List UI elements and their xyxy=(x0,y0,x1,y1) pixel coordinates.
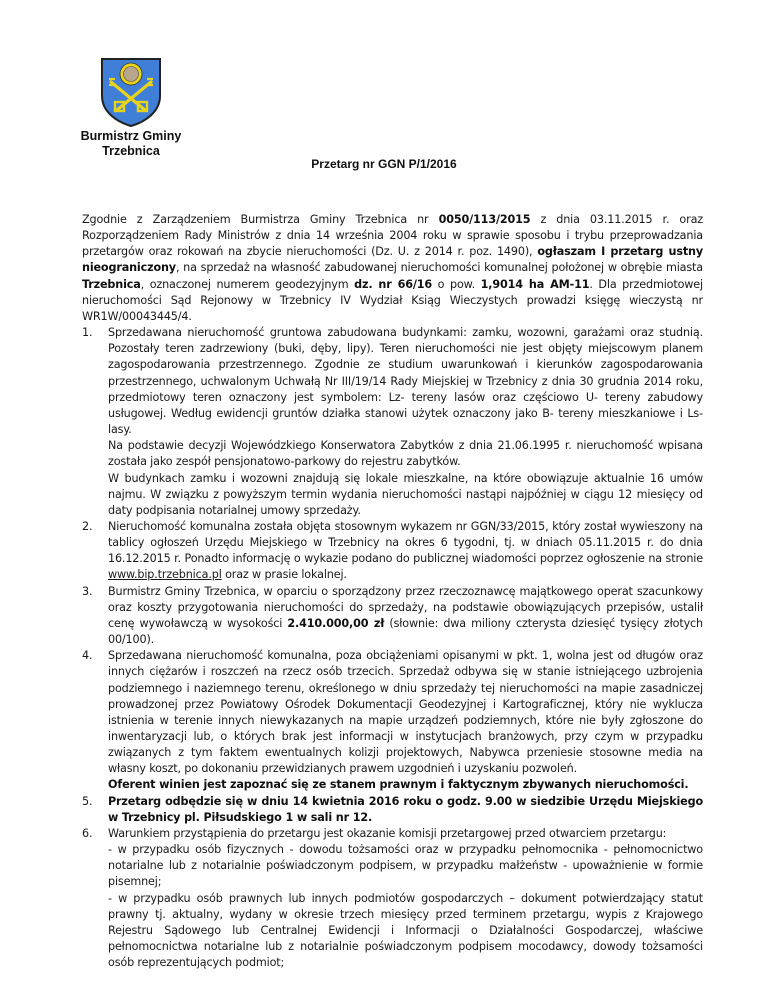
intro-paragraph: Zgodnie z Zarządzeniem Burmistrza Gminy Trzebnica nr 0050/113/2015 z dnia 03.11.2015 r. oraz Rozporządzeniem Rady Ministrów z dnia 14 września 2004 roku w sprawie sposobu i trybu przeprowadzania przetargów oraz rokowań na zbycie nieruchomości (Dz. U. z 2014 r. poz. 1490), ogłaszam I przetarg ustny nieograniczony, na sprzedaż na własność zabudowanej nieruchomości komunalnej położonej w obrębie miasta Trzebnica, oznaczonej numerem geodezyjnym dz. nr 66/16 o pow. 1,9014 ha AM-11. Dla przedmiotowej nieruchomości Sąd Rejonowy w Trzebnicy IV Wydział Ksiąg Wieczystych prowadzi księgę wieczystą nr WR1W/00043445/4. xyxy=(82,213,704,323)
issuer-heading xyxy=(60,129,202,159)
document-title: Przetarg nr GGN P/1/2016 xyxy=(311,157,457,171)
coat-of-arms-logo xyxy=(99,56,163,128)
list-item: 3. Burmistrz Gminy Trzebnica, w oparciu o sporządzony przez rzeczoznawcę majątkowego operat szacunkowy oraz koszty przygotowania nieruchomości do sprzedaży, na podstawie obowiązujących przepisów, ustalił cenę wywoławczą w wysokości 2.410.000,00 zł (słownie: dwa miliony czterysta dziesięć tysięcy złotych 00/100). xyxy=(82,584,703,647)
issuer-line-2: Trzebnica xyxy=(102,144,160,158)
list-item: 1. Sprzedawana nieruchomość gruntowa zabudowana budynkami: zamku, wozowni, garażami oraz studnią. Pozostały teren zadrzewiony (buki, dęby, lipy). Teren nieruchomości nie jest objęty miejscowym planem zagospodarowania przestrzennego. Zgodnie ze studium uwarunkowań i kierunków zagospodarowania przestrzennego, uchwalonym Uchwałą Nr III/19/14 Rady Miejskiej w Trzebnicy z dnia 30 grudnia 2014 roku, przedmiotowy teren oznaczony jest symbolem: Lz- tereny lasów oraz częściowo U- tereny zabudowy usługowej. Według ewidencji gruntów działka stanowi użytek oznaczony jako B- tereny mieszkaniowe i Ls- lasy. Na podstawie decyzji Wojewódzkiego Konserwatora Zabytków z dnia 21.06.1995 r. nieruchomość wpisana została jako zespół pensjonatowo-parkowy do rejestru zabytków. W budynkach zamku i wozowni znajdują się lokale mieszkalne, na które obowiązuje aktualnie 16 umów najmu. W związku z powyższym termin wydania nieruchomości nastąpi najpóźniej w ciągu 12 miesięcy od daty podpisania notarialnej umowy sprzedaży. xyxy=(82,326,703,517)
document-body xyxy=(82,212,703,971)
saint-face xyxy=(124,67,139,82)
numbered-list xyxy=(82,325,703,971)
issuer-line-1: Burmistrz Gminy xyxy=(80,129,182,143)
list-item: 4. Sprzedawana nieruchomość komunalna, poza obciążeniami opisanymi w pkt. 1, wolna jest od długów oraz innych ciężarów i roszczeń na rzecz osób trzecich. Sprzedaż odbywa się w stanie istniejącego uzbrojenia podziemnego i naziemnego terenu, określonego w dniu sprzedaży tej nieruchomości na mapie zasadniczej prowadzonej przez Powiatowy Ośrodek Dokumentacji Geodezyjnej i Kartograficznej, który nie wyklucza istnienia w terenie innych niewykazanych na mapie urządzeń podziemnych, które nie były zgłoszone do inwentaryzacji lub, o których brak jest informacji w instytucjach branżowych, przy czym w przypadku związanych z tym faktem ewentualnych kolizji projektowych, Nabywca przeniesie stosowne media na własny koszt, po dokonaniu przewidzianych prawem uzgodnień i uzyskaniu pozwoleń. Oferent winien jest zapoznać się ze stanem prawnym i faktycznym zbywanych nieruchomości. xyxy=(82,649,703,792)
list-item: 6. Warunkiem przystąpienia do przetargu jest okazanie komisji przetargowej przed otwarciem przetargu: - w przypadku osób fizycznych - dowodu tożsamości oraz w przypadku pełnomocnika - pełnomocnictwo notarialne lub z notarialnie poświadczonym podpisem, w przypadku małżeństw - upoważnienie w formie pisemnej; - w przypadku osób prawnych lub innych podmiotów gospodarczych – dokument potwierdzający statut prawny tj. aktualny, wydany w okresie trzech miesięcy przed terminem przetargu, wypis z Krajowego Rejestru Sądowego lub Centralnej Ewidencji i Informacji o Działalności Gospodarczej, właściwe pełnomocnictwa notarialne lub z notarialnie poświadczonym podpisem mocodawcy, dowody tożsamości osób reprezentujących podmiot; xyxy=(82,826,703,970)
starting-price: 2.410.000,00 zł xyxy=(287,616,385,630)
list-item: 2. Nieruchomość komunalna została objęta stosownym wykazem nr GGN/33/2015, który został wywieszony na tablicy ogłoszeń Urzędu Miejskiego w Trzebnicy na okres 6 tygodni, tj. w dniach 05.11.2015 r. do dnia 16.12.2015 r. Ponadto informację o wykazie podano do publicznej wiadomości poprzez ogłoszenie na stronie www.bip.trzebnica.pl oraz w prasie lokalnej. xyxy=(82,519,703,582)
bip-website-link[interactable]: www.bip.trzebnica.pl xyxy=(108,568,222,582)
list-item: 5. Przetarg odbędzie się w dniu 14 kwietnia 2016 roku o godz. 9.00 w siedzibie Urzędu Miejskiego w Trzebnicy pl. Piłsudskiego 1 w sali nr 12. xyxy=(82,794,703,824)
auction-date-notice: Przetarg odbędzie się w dniu 14 kwietnia 2016 roku o godz. 9.00 w siedzibie Urzędu Miejskiego w Trzebnicy pl. Piłsudskiego 1 w sali nr 12. xyxy=(108,794,703,824)
